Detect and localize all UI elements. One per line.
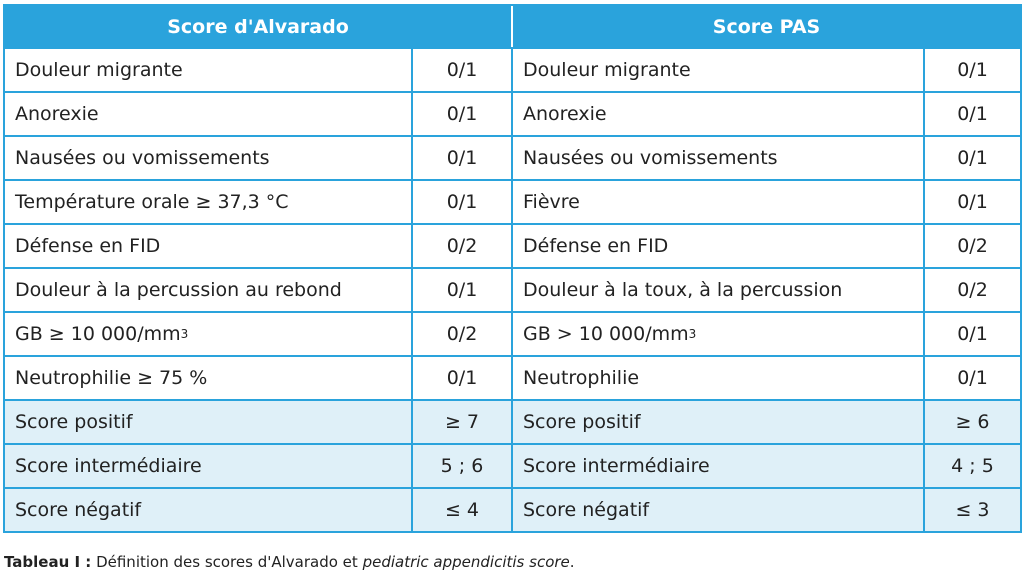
pas-points-text: 0/1 [957, 59, 988, 81]
table-caption [4, 553, 575, 571]
alvarado-criterion-text: Douleur à la percussion au rebond [15, 279, 342, 301]
alvarado-points [413, 443, 513, 487]
caption-label: Tableau I : [4, 553, 92, 571]
pas-criterion-text: Nausées ou vomissements [523, 147, 778, 169]
header-alvarado: Score d'Alvarado [5, 6, 513, 47]
alvarado-criterion-text: Score négatif [15, 499, 142, 521]
alvarado-points-text: 0/1 [446, 191, 478, 213]
pas-points-text: 0/1 [957, 191, 988, 213]
pas-points [925, 487, 1020, 531]
pas-criterion [513, 47, 925, 91]
pas-points [925, 135, 1020, 179]
pas-points-text: 0/1 [957, 323, 988, 345]
pas-criterion [513, 311, 925, 355]
superscript: 3 [180, 327, 189, 341]
pas-points [925, 399, 1020, 443]
pas-points [925, 47, 1020, 91]
alvarado-points-text: 0/1 [446, 147, 478, 169]
alvarado-points [413, 355, 513, 399]
alvarado-points-text: 0/1 [446, 367, 478, 389]
alvarado-criterion-text: Score positif [15, 411, 133, 433]
pas-points-text: 0/2 [957, 235, 988, 257]
alvarado-criterion [5, 399, 413, 443]
superscript: 3 [688, 327, 697, 341]
pas-points-text: 0/1 [957, 367, 988, 389]
pas-criterion [513, 267, 925, 311]
alvarado-criterion [5, 135, 413, 179]
alvarado-criterion-text: Nausées ou vomissements [15, 147, 270, 169]
caption-text: Définition des scores d'Alvarado et [91, 553, 363, 571]
caption-end: . [569, 553, 575, 571]
alvarado-criterion [5, 223, 413, 267]
pas-points-text: ≥ 6 [955, 411, 990, 433]
pas-criterion [513, 355, 925, 399]
header-pas: Score PAS [513, 6, 1020, 47]
alvarado-points [413, 91, 513, 135]
pas-criterion-text: Score négatif [523, 499, 650, 521]
pas-criterion [513, 399, 925, 443]
alvarado-criterion [5, 311, 413, 355]
pas-points [925, 443, 1020, 487]
pas-points-text: 0/1 [957, 147, 988, 169]
pas-criterion-text: Score positif [523, 411, 641, 433]
pas-criterion [513, 223, 925, 267]
pas-points-text: 4 ; 5 [951, 455, 994, 477]
alvarado-points-text: 0/1 [446, 103, 478, 125]
alvarado-points [413, 487, 513, 531]
alvarado-points [413, 47, 513, 91]
pas-criterion-text: Neutrophilie [523, 367, 640, 389]
pas-criterion-text: Fièvre [523, 191, 580, 213]
alvarado-criterion-text: Douleur migrante [15, 59, 183, 81]
alvarado-points [413, 399, 513, 443]
alvarado-criterion-text: GB ≥ 10 000/mm [15, 323, 181, 345]
pas-points [925, 267, 1020, 311]
alvarado-criterion-text: Score intermédiaire [15, 455, 202, 477]
alvarado-points [413, 223, 513, 267]
pas-points [925, 179, 1020, 223]
alvarado-points-text: ≥ 7 [444, 411, 480, 433]
alvarado-points [413, 311, 513, 355]
alvarado-points [413, 135, 513, 179]
alvarado-points-text: 0/2 [446, 235, 478, 257]
alvarado-criterion [5, 267, 413, 311]
pas-criterion-text: Douleur migrante [523, 59, 691, 81]
alvarado-criterion-text: Neutrophilie ≥ 75 % [15, 367, 208, 389]
scores-table [3, 4, 1022, 533]
pas-criterion [513, 135, 925, 179]
pas-criterion [513, 487, 925, 531]
alvarado-criterion-text: Anorexie [15, 103, 99, 125]
alvarado-criterion [5, 179, 413, 223]
alvarado-criterion [5, 443, 413, 487]
alvarado-points [413, 267, 513, 311]
pas-points-text: ≤ 3 [955, 499, 990, 521]
pas-criterion-text: Anorexie [523, 103, 607, 125]
alvarado-points-text: 5 ; 6 [440, 455, 484, 477]
pas-criterion-text: Score intermédiaire [523, 455, 710, 477]
pas-points [925, 311, 1020, 355]
alvarado-criterion-text: Température orale ≥ 37,3 °C [15, 191, 289, 213]
pas-criterion-text: GB > 10 000/mm [523, 323, 689, 345]
alvarado-points-text: 0/2 [446, 323, 478, 345]
alvarado-criterion [5, 355, 413, 399]
pas-criterion [513, 91, 925, 135]
pas-criterion-text: Douleur à la toux, à la percussion [523, 279, 843, 301]
alvarado-criterion [5, 47, 413, 91]
pas-points [925, 91, 1020, 135]
pas-criterion [513, 179, 925, 223]
pas-points-text: 0/2 [957, 279, 988, 301]
alvarado-criterion-text: Défense en FID [15, 235, 161, 257]
alvarado-points-text: 0/1 [446, 279, 478, 301]
alvarado-points-text: ≤ 4 [444, 499, 480, 521]
alvarado-criterion [5, 91, 413, 135]
caption-italic: pediatric appendicitis score [362, 553, 570, 571]
pas-criterion [513, 443, 925, 487]
alvarado-points [413, 179, 513, 223]
alvarado-criterion [5, 487, 413, 531]
pas-points [925, 223, 1020, 267]
pas-points-text: 0/1 [957, 103, 988, 125]
pas-criterion-text: Défense en FID [523, 235, 669, 257]
alvarado-points-text: 0/1 [446, 59, 478, 81]
pas-points [925, 355, 1020, 399]
